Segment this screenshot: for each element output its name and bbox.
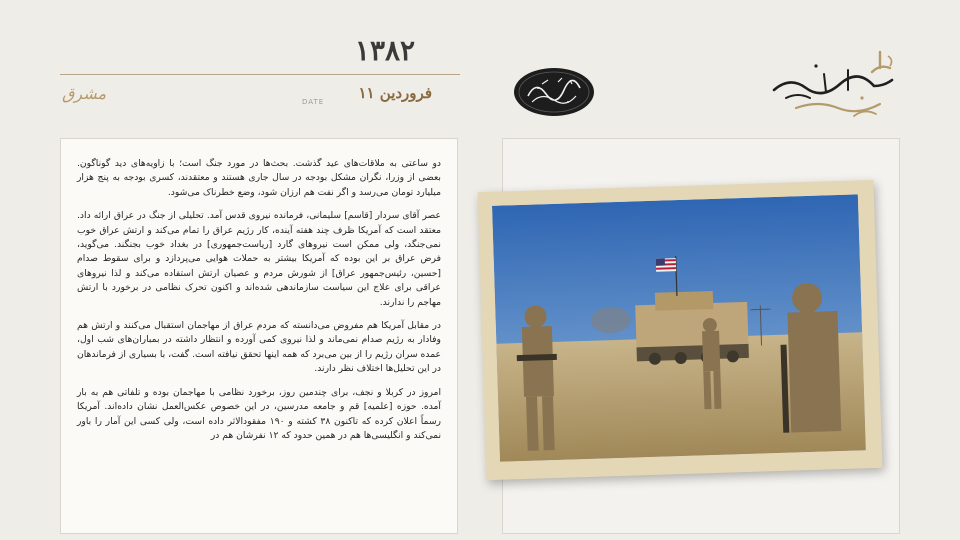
publisher-logo: مشرق [62, 84, 107, 103]
header-divider [60, 74, 460, 75]
signature-seal-icon [512, 66, 596, 118]
article-paragraph: دو ساعتی به ملاقات‌های عید گذشت. بحث‌ها در مورد جنگ است؛ با زاویه‌های دید گوناگون. بعضی از وزرا، نگران مشکل بودجه در سال جاری هستند و معتقدند، کسری بودجه به پنج هزار میلیارد تومان می‌رسد و اگر نفت هم ارزان شود، وضع خطرناک می‌شود. [77, 158, 441, 198]
soldiers-photo-image [492, 194, 866, 461]
date-day: ۱۱ فروردین [358, 84, 432, 102]
memoir-text-panel [60, 138, 458, 534]
article-paragraph: عصر آقای سردار [قاسم] سلیمانی، فرمانده نیروی قدس آمد. تحلیلی از جنگ در عراق ارائه داد. معتقد است که آمریکا ظرف چند هفته آینده، کار رژیم عراق را تمام می‌کند و ارتش عراق خوب نمی‌جنگد، ولی ممکن است نیروهای گارد [ریاست‌جمهوری] در بغداد خوب بجنگند. می‌گوید، فرض عراق بر این بوده که آمریکا بیشتر به حملات هوایی می‌پردازد و برای سقوط صدام [حسین، رئیس‌جمهور عراق] از شورش مردم و عصیان ارتش استفاده می‌کند و لذا نیروهای عراقی برای علاج این سیاست سازماندهی شده‌اند و اکنون تحرک نظامی در برخورد با ارتش مهاجم را ندارند. [77, 210, 441, 308]
date-tag: DATE [302, 98, 325, 106]
year-heading: ۱۳۸۲ [354, 34, 416, 67]
article-paragraph: امروز در کربلا و نجف، برای چندمین روز، برخورد نظامی با مهاجمان بوده و تلفاتی هم به بار آمده. حوزه [علمیه] قم و جامعه مدرسین، در این خصوص عکس‌العمل نشان داده‌اند. آمریکا رسماً اعلان کرده که تاکنون ۳۸ کشته و ۱۹۰ مفقودالاثر داده است، ولی کسی این آمار را باور نمی‌کند و انگلیسی‌ها هم در همین حدود که ۱۲ نفرشان هم در [77, 386, 441, 441]
article-paragraph: در مقابل آمریکا هم مفروض می‌دانسته که مردم عراق از مهاجمان استقبال می‌کنند و ارتش هم وفادار به رژیم صدام نمی‌ماند و لذا نیروی کمی آورده و انتظار داشته در بمباران‌های شب اول، عمده سران رژیم را از بین می‌برد که همه اینها تحقق نیافته است. گفت، با بسیاری از فرماندهان در این تحلیل‌ها اختلاف نظر دارند. [77, 320, 441, 375]
brand-calligraphy-logo [768, 46, 898, 124]
photo-frame [478, 180, 883, 480]
